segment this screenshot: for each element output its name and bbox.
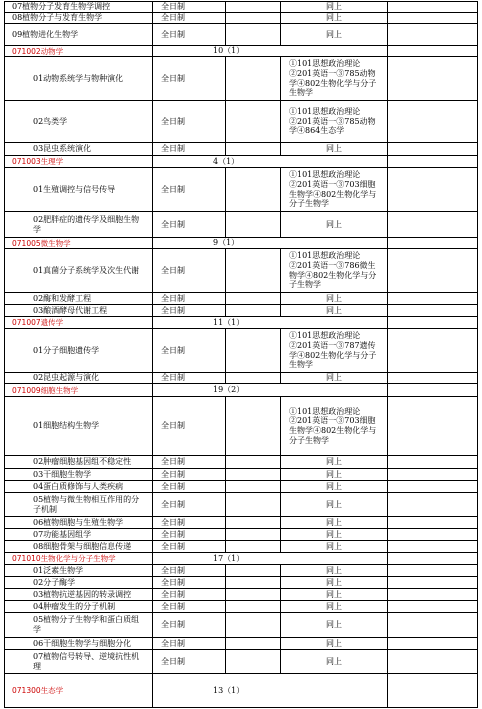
exam-subjects-cell: 同上 (281, 589, 388, 601)
enrollment-plan-cell: 11（1） (153, 317, 388, 329)
study-mode-cell: 全日制 (153, 481, 226, 493)
remarks-cell (388, 101, 478, 143)
remarks-cell (388, 529, 478, 541)
plan-cell (226, 529, 281, 541)
study-mode-cell: 全日制 (153, 168, 226, 212)
research-direction-cell: 01分子细胞遗传学 (5, 329, 153, 373)
major-code-name-cell: 071007遗传学 (5, 317, 153, 329)
exam-subjects-cell: 同上 (281, 305, 388, 317)
enrollment-plan-cell: 19（2） (153, 384, 388, 397)
remarks-cell (388, 601, 478, 613)
research-direction-cell: 03昆虫系统演化 (5, 143, 153, 156)
exam-subjects-cell: 同上 (281, 456, 388, 469)
remarks-cell (388, 577, 478, 589)
major-row (5, 674, 478, 708)
research-direction-cell: 04蛋白质修饰与人类疾病 (5, 481, 153, 493)
study-mode-cell: 全日制 (153, 293, 226, 305)
plan-cell (226, 2, 281, 13)
study-mode-cell: 全日制 (153, 397, 226, 456)
research-direction-cell: 06干细胞生物学与细胞分化 (5, 638, 153, 650)
exam-subjects-cell: 同上 (281, 2, 388, 13)
table-row (5, 517, 478, 529)
exam-subjects-cell: 同上 (281, 541, 388, 553)
study-mode-cell: 全日制 (153, 2, 226, 13)
study-mode-cell: 全日制 (153, 57, 226, 101)
plan-cell (226, 493, 281, 517)
exam-subjects-cell: ①101思想政治理论②201英语一③786微生物学④802生物化学与分子生物学 (281, 249, 388, 293)
remarks-cell (388, 373, 478, 384)
research-direction-cell: 08细胞骨架与细胞信息传递 (5, 541, 153, 553)
exam-subjects-cell: 同上 (281, 601, 388, 613)
plan-cell (226, 638, 281, 650)
plan-cell (226, 397, 281, 456)
study-mode-cell: 全日制 (153, 541, 226, 553)
study-mode-cell: 全日制 (153, 589, 226, 601)
research-direction-cell: 08植物分子与发育生物学 (5, 13, 153, 24)
exam-subjects-cell: 同上 (281, 650, 388, 674)
study-mode-cell: 全日制 (153, 650, 226, 674)
table-row (5, 143, 478, 156)
exam-subjects-cell: 同上 (281, 13, 388, 24)
plan-cell (226, 13, 281, 24)
table-row (5, 212, 478, 238)
research-direction-cell: 02酶和发酵工程 (5, 293, 153, 305)
plan-cell (226, 469, 281, 481)
research-direction-cell: 06植物细胞与生殖生物学 (5, 517, 153, 529)
study-mode-cell: 全日制 (153, 638, 226, 650)
study-mode-cell: 全日制 (153, 469, 226, 481)
table-row (5, 541, 478, 553)
remarks-cell (388, 46, 478, 57)
table-row (5, 168, 478, 212)
research-direction-cell: 09植物进化生物学 (5, 24, 153, 46)
plan-cell (226, 212, 281, 238)
study-mode-cell: 全日制 (153, 577, 226, 589)
study-mode-cell: 全日制 (153, 143, 226, 156)
plan-cell (226, 143, 281, 156)
table-row (5, 305, 478, 317)
table-row (5, 529, 478, 541)
study-mode-cell: 全日制 (153, 13, 226, 24)
plan-cell (226, 57, 281, 101)
plan-cell (226, 589, 281, 601)
plan-cell (226, 24, 281, 46)
major-code-name-cell: 071005微生物学 (5, 238, 153, 249)
exam-subjects-cell: 同上 (281, 24, 388, 46)
plan-cell (226, 577, 281, 589)
study-mode-cell: 全日制 (153, 613, 226, 638)
table-row (5, 481, 478, 493)
remarks-cell (388, 143, 478, 156)
table-row (5, 565, 478, 577)
table-row (5, 249, 478, 293)
remarks-cell (388, 238, 478, 249)
exam-subjects-cell: ①101思想政治理论②201英语一③703细胞生物学④802生物化学与分子生物学 (281, 168, 388, 212)
research-direction-cell: 02肥胖症的遗传学及细胞生物学 (5, 212, 153, 238)
remarks-cell (388, 156, 478, 168)
remarks-cell (388, 456, 478, 469)
plan-cell (226, 613, 281, 638)
study-mode-cell: 全日制 (153, 565, 226, 577)
exam-subjects-cell: 同上 (281, 143, 388, 156)
major-code-name-cell: 071300生态学 (5, 674, 153, 708)
plan-cell (226, 168, 281, 212)
table-row (5, 456, 478, 469)
exam-subjects-cell: ①101思想政治理论②201英语一③787遗传学④802生物化学与分子生物学 (281, 329, 388, 373)
study-mode-cell: 全日制 (153, 101, 226, 143)
remarks-cell (388, 613, 478, 638)
study-mode-cell: 全日制 (153, 529, 226, 541)
plan-cell (226, 456, 281, 469)
major-code-name-cell: 071010生物化学与分子生物学 (5, 553, 153, 565)
table-row (5, 13, 478, 24)
remarks-cell (388, 541, 478, 553)
remarks-cell (388, 384, 478, 397)
table-row (5, 101, 478, 143)
plan-cell (226, 650, 281, 674)
table-row (5, 397, 478, 456)
study-mode-cell: 全日制 (153, 24, 226, 46)
research-direction-cell: 01泛素生物学 (5, 565, 153, 577)
research-direction-cell: 05植物分子生物学和蛋白质组学 (5, 613, 153, 638)
major-row (5, 46, 478, 57)
research-direction-cell: 02昆虫起源与演化 (5, 373, 153, 384)
exam-subjects-cell: 同上 (281, 469, 388, 481)
remarks-cell (388, 481, 478, 493)
major-row (5, 238, 478, 249)
remarks-cell (388, 2, 478, 13)
exam-subjects-cell: ①101思想政治理论②201英语一③703细胞生物学④802生物化学与分子生物学 (281, 397, 388, 456)
major-code-name-cell: 071009细胞生物学 (5, 384, 153, 397)
remarks-cell (388, 168, 478, 212)
remarks-cell (388, 493, 478, 517)
exam-subjects-cell: ①101思想政治理论②201英语一③785动物学④802生物化学与分子生物学 (281, 57, 388, 101)
table-row (5, 293, 478, 305)
plan-cell (226, 601, 281, 613)
plan-cell (226, 249, 281, 293)
table-row (5, 601, 478, 613)
research-direction-cell: 02肿瘤细胞基因组不稳定性 (5, 456, 153, 469)
table-row (5, 24, 478, 46)
remarks-cell (388, 249, 478, 293)
remarks-cell (388, 293, 478, 305)
plan-cell (226, 305, 281, 317)
research-direction-cell: 04肿瘤发生的分子机制 (5, 601, 153, 613)
table-row (5, 613, 478, 638)
remarks-cell (388, 589, 478, 601)
plan-cell (226, 101, 281, 143)
remarks-cell (388, 397, 478, 456)
study-mode-cell: 全日制 (153, 249, 226, 293)
enrollment-plan-cell: 10（1） (153, 46, 388, 57)
enrollment-plan-cell: 4（1） (153, 156, 388, 168)
study-mode-cell: 全日制 (153, 212, 226, 238)
research-direction-cell: 01动物系统学与物种演化 (5, 57, 153, 101)
exam-subjects-cell: 同上 (281, 212, 388, 238)
remarks-cell (388, 638, 478, 650)
major-code-name-cell: 071003生理学 (5, 156, 153, 168)
plan-cell (226, 293, 281, 305)
remarks-cell (388, 13, 478, 24)
table-row (5, 469, 478, 481)
plan-cell (226, 541, 281, 553)
research-direction-cell: 02鸟类学 (5, 101, 153, 143)
plan-cell (226, 517, 281, 529)
major-row (5, 553, 478, 565)
exam-subjects-cell: 同上 (281, 373, 388, 384)
enrollment-plan-cell: 9（1） (153, 238, 388, 249)
research-direction-cell: 01细胞结构生物学 (5, 397, 153, 456)
table-row (5, 650, 478, 674)
remarks-cell (388, 553, 478, 565)
enrollment-plan-cell: 13（1） (153, 674, 388, 708)
admissions-table (4, 1, 478, 708)
research-direction-cell: 03酿酒酵母代谢工程 (5, 305, 153, 317)
plan-cell (226, 373, 281, 384)
table-row (5, 57, 478, 101)
table-row (5, 638, 478, 650)
plan-cell (226, 565, 281, 577)
study-mode-cell: 全日制 (153, 329, 226, 373)
study-mode-cell: 全日制 (153, 517, 226, 529)
exam-subjects-cell: 同上 (281, 517, 388, 529)
table-row (5, 329, 478, 373)
exam-subjects-cell: 同上 (281, 493, 388, 517)
research-direction-cell: 03干细胞生物学 (5, 469, 153, 481)
table-row (5, 589, 478, 601)
enrollment-plan-cell: 17（1） (153, 553, 388, 565)
table-row (5, 577, 478, 589)
study-mode-cell: 全日制 (153, 373, 226, 384)
table-row (5, 493, 478, 517)
research-direction-cell: 07植物分子发育生物学调控 (5, 2, 153, 13)
table-row (5, 373, 478, 384)
exam-subjects-cell: 同上 (281, 293, 388, 305)
exam-subjects-cell: 同上 (281, 529, 388, 541)
exam-subjects-cell: 同上 (281, 577, 388, 589)
remarks-cell (388, 212, 478, 238)
remarks-cell (388, 674, 478, 708)
research-direction-cell: 02分子酶学 (5, 577, 153, 589)
remarks-cell (388, 329, 478, 373)
research-direction-cell: 07功能基因组学 (5, 529, 153, 541)
research-direction-cell: 05植物与微生物相互作用的分子机制 (5, 493, 153, 517)
remarks-cell (388, 57, 478, 101)
remarks-cell (388, 650, 478, 674)
remarks-cell (388, 305, 478, 317)
exam-subjects-cell: 同上 (281, 613, 388, 638)
table-row (5, 2, 478, 13)
remarks-cell (388, 565, 478, 577)
major-code-name-cell: 071002动物学 (5, 46, 153, 57)
remarks-cell (388, 469, 478, 481)
remarks-cell (388, 317, 478, 329)
exam-subjects-cell: 同上 (281, 565, 388, 577)
major-row (5, 156, 478, 168)
research-direction-cell: 01真菌分子系统学及次生代谢 (5, 249, 153, 293)
research-direction-cell: 03植物抗逆基因的转录调控 (5, 589, 153, 601)
study-mode-cell: 全日制 (153, 305, 226, 317)
exam-subjects-cell: ①101思想政治理论②201英语一③785动物学④864生态学 (281, 101, 388, 143)
study-mode-cell: 全日制 (153, 601, 226, 613)
exam-subjects-cell: 同上 (281, 638, 388, 650)
study-mode-cell: 全日制 (153, 493, 226, 517)
research-direction-cell: 07植物信号转导、逆境抗性机理 (5, 650, 153, 674)
major-row (5, 317, 478, 329)
major-row (5, 384, 478, 397)
exam-subjects-cell: 同上 (281, 481, 388, 493)
research-direction-cell: 01生殖调控与信号传导 (5, 168, 153, 212)
plan-cell (226, 329, 281, 373)
remarks-cell (388, 24, 478, 46)
study-mode-cell: 全日制 (153, 456, 226, 469)
remarks-cell (388, 517, 478, 529)
table-body (5, 2, 478, 708)
plan-cell (226, 481, 281, 493)
